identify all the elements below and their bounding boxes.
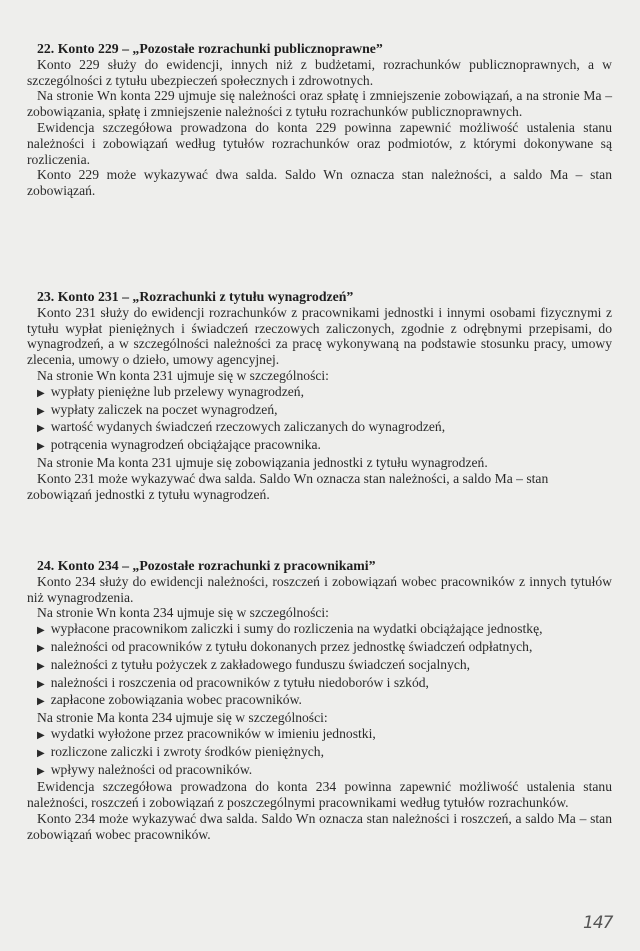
- paragraph: Ewidencja szczegółowa prowadzona do konta 234 powinna zapewnić możliwość ustalenia stanu należności, roszczeń i zobowiązań z poszczególnymi pracownikami według tytułów rozrachunków.: [27, 779, 612, 811]
- bullet-triangle-icon: ▶: [37, 642, 45, 654]
- section-heading: 22. Konto 229 – „Pozostałe rozrachunki publicznoprawne”: [37, 41, 383, 56]
- section-konto-231: [27, 289, 612, 502]
- bullet-triangle-icon: ▶: [37, 678, 45, 690]
- bullet-triangle-icon: ▶: [37, 747, 45, 759]
- list-item: [27, 419, 612, 437]
- list-item-text: należności z tytułu pożyczek z zakładowego funduszu świadczeń socjalnych,: [50, 656, 471, 672]
- list-item-text: wypłaty zaliczek na poczet wynagrodzeń,: [50, 401, 278, 417]
- list-item-text: należności od pracowników z tytułu dokonanych przez jednostkę świadczeń odpłatnych,: [50, 638, 533, 654]
- list-item-text: rozliczone zaliczki i zwroty środków pieniężnych,: [50, 743, 324, 759]
- bullet-triangle-icon: ▶: [37, 387, 45, 399]
- list-item: [27, 762, 612, 780]
- paragraph: Na stronie Wn konta 229 ujmuje się należności oraz spłatę i zmniejszenie zobowiązań, a na stronie Ma – zobowiązania, spłatę i zmniejszenie należności z tytułu rozrachunków publicznoprawnych.: [27, 88, 612, 120]
- bullet-triangle-icon: ▶: [37, 729, 45, 741]
- list-item-text: zapłacone zobowiązania wobec pracowników.: [50, 692, 302, 708]
- list-item: [27, 657, 612, 675]
- section-konto-229: [27, 41, 612, 199]
- bullet-triangle-icon: ▶: [37, 696, 45, 708]
- paragraph: Konto 229 może wykazywać dwa salda. Saldo Wn oznacza stan należności, a saldo Ma – stan zobowiązań.: [27, 167, 612, 199]
- paragraph: Konto 234 może wykazywać dwa salda. Saldo Wn oznacza stan należności i roszczeń, a saldo Ma – stan zobowiązań wobec pracowników.: [27, 810, 612, 842]
- list-item: [27, 384, 612, 402]
- bullet-triangle-icon: ▶: [37, 660, 45, 672]
- paragraph: Konto 231 służy do ewidencji rozrachunków z pracownikami jednostki i innymi osobami fizycznymi z tytułu wypłat pieniężnych i świadczeń rzeczowych zaliczonych, zgodnie z odrębnymi przepisami, do wynagrodzeń, a w szczególności należności za pracę wykonywaną na podstawie stosunku pracy, umowy zlecenia, umowy o dzieło, umowy agencyjnej.: [27, 304, 612, 368]
- bullet-triangle-icon: ▶: [37, 625, 45, 637]
- list-item-text: wypłacone pracownikom zaliczki i sumy do rozliczenia na wydatki obciążające jednostkę,: [50, 621, 543, 637]
- list-item-text: wydatki wyłożone przez pracowników w imieniu jednostki,: [50, 725, 376, 741]
- list-item: [27, 675, 612, 693]
- handwritten-page-number: 147: [583, 913, 613, 933]
- list-item: [27, 726, 612, 744]
- wn-label: Na stronie Wn konta 231 ujmuje się w szczególności:: [37, 367, 329, 383]
- list-item: [27, 639, 612, 657]
- list-item: [27, 692, 612, 710]
- section-konto-234: [27, 558, 612, 843]
- paragraph: Ewidencja szczegółowa prowadzona do konta 229 powinna zapewnić możliwość ustalenia stanu należności i zobowiązań według tytułów rozrachunków oraz podmiotów, z którymi dokonywane są rozliczenia.: [27, 119, 612, 167]
- list-item-text: należności i roszczenia od pracowników z tytułu niedoborów i szkód,: [50, 674, 429, 690]
- paragraph: Konto 229 służy do ewidencji, innych niż z budżetami, rozrachunków publicznoprawnych, a w szczególności z tytułu ubezpieczeń społecznych i zdrowotnych.: [27, 56, 612, 88]
- list-item-text: wypłaty pieniężne lub przelewy wynagrodzeń,: [50, 383, 304, 399]
- ma-label: Na stronie Ma konta 234 ujmuje się w szczególności:: [37, 710, 328, 726]
- list-item-text: wpływy należności od pracowników.: [50, 761, 253, 777]
- list-item: [27, 437, 612, 455]
- ma-text: Na stronie Ma konta 231 ujmuje się zobowiązania jednostki z tytułu wynagrodzeń.: [37, 454, 488, 470]
- paragraph: Konto 234 służy do ewidencji należności, roszczeń i zobowiązań wobec pracowników z innych tytułów niż wynagrodzenia.: [27, 573, 612, 605]
- bullet-triangle-icon: ▶: [37, 423, 45, 435]
- bullet-triangle-icon: ▶: [37, 765, 45, 777]
- section-heading: 23. Konto 231 – „Rozrachunki z tytułu wynagrodzeń”: [37, 289, 354, 304]
- list-item: [27, 744, 612, 762]
- wn-label: Na stronie Wn konta 234 ujmuje się w szczególności:: [37, 605, 329, 621]
- bullet-triangle-icon: ▶: [37, 441, 45, 453]
- list-item-text: wartość wydanych świadczeń rzeczowych zaliczanych do wynagrodzeń,: [50, 419, 446, 435]
- list-item-text: potrącenia wynagrodzeń obciążające pracownika.: [50, 437, 321, 453]
- list-item: [27, 621, 612, 639]
- list-item: [27, 402, 612, 420]
- bullet-triangle-icon: ▶: [37, 405, 45, 417]
- section-heading: 24. Konto 234 – „Pozostałe rozrachunki z pracownikami”: [37, 558, 376, 573]
- saldo-text: Konto 231 może wykazywać dwa salda. Saldo Wn oznacza stan należności, a saldo Ma – stan zobowiązań jednostki z tytułu wynagrodzeń.: [27, 470, 549, 502]
